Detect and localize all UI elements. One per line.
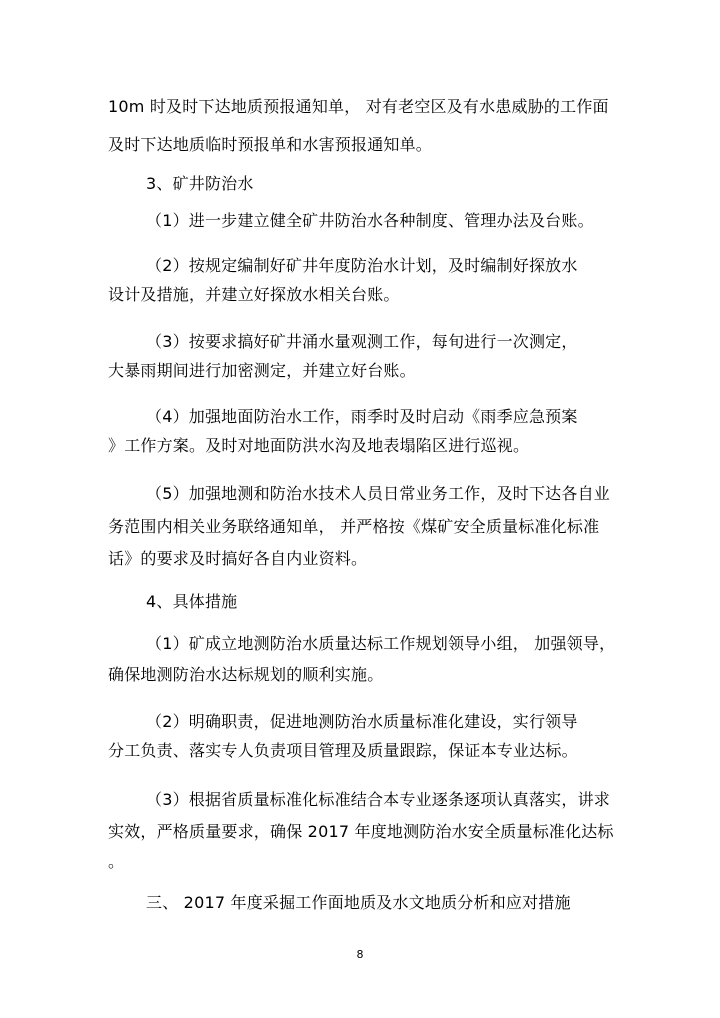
body-text-line: 设计及措施，并建立好探放水相关台账。 [108,285,400,304]
body-text-line: （1）矿成立地测防治水质量达标工作规划领导小组， 加强领导， [146,634,616,653]
body-text-line: （2）明确职责，促进地测防治水质量标准化建设，实行领导 [146,712,578,731]
body-text-line: 务范围内相关业务联络通知单， 并严格按《煤矿安全质量标准化标准 [108,517,600,536]
body-text-line: 分工负责、落实专人负责项目管理及质量跟踪，保证本专业达标。 [108,741,578,760]
body-text-line: 大暴雨期间进行加密测定，并建立好台账。 [108,361,416,380]
body-text-line: 》工作方案。及时对地面防洪水沟及地表塌陷区进行巡视。 [108,436,530,455]
body-text-line: 10m 时及时下达地质预报通知单， 对有老空区及有水患威胁的工作面 [108,97,609,116]
body-text-line: 确保地测防治水达标规划的顺利实施。 [108,665,384,684]
body-text-line: 及时下达地质临时预报单和水害预报通知单。 [108,135,433,154]
body-text-line: （5）加强地测和防治水技术人员日常业务工作，及时下达各自业 [146,484,610,503]
body-text-line: 。 [108,852,125,871]
section-heading: 4、具体措施 [146,592,238,611]
body-text-line: （1）进一步建立健全矿井防治水各种制度、管理办法及台账。 [146,211,594,230]
chapter-heading: 三、 2017 年度采掘工作面地质及水文地质分析和应对措施 [146,893,571,912]
page-number: 8 [356,948,364,961]
body-text-line: （3）根据省质量标准化标准结合本专业逐条逐项认真落实，讲求 [146,790,610,809]
section-heading: 3、矿井防治水 [146,174,254,193]
body-text-line: （3）按要求搞好矿井涌水量观测工作，每旬进行一次测定， [146,332,578,351]
body-text-line: 实效，严格质量要求，确保 2017 年度地测防治水安全质量标准化达标 [108,822,614,841]
body-text-line: （2）按规定编制好矿井年度防治水计划，及时编制好探放水 [146,256,578,275]
body-text-line: （4）加强地面防治水工作，雨季时及时启动《雨季应急预案 [146,407,578,426]
body-text-line: 话》的要求及时搞好各自内业资料。 [108,549,368,568]
